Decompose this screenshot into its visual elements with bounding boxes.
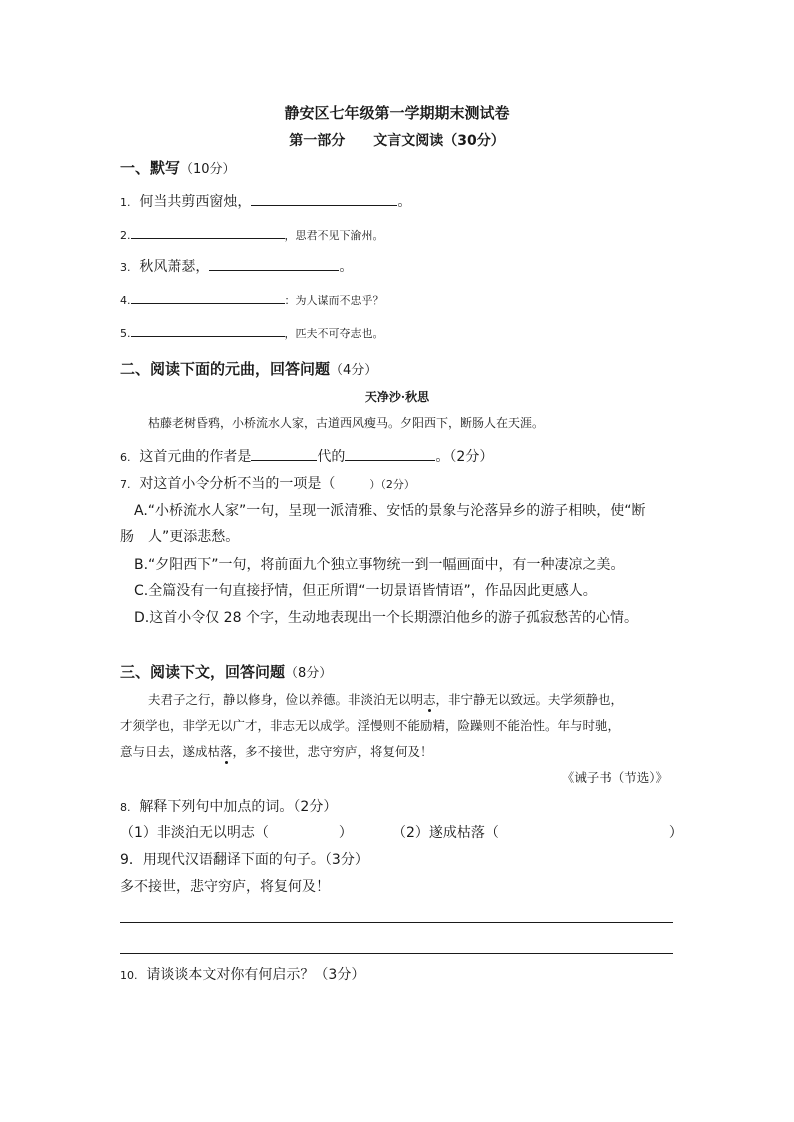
part-number: 第一部分 bbox=[289, 133, 346, 149]
prose-line-2: 才须学也，非学无以广才，非志无以成学。淫慢则不能励精，险躁则不能治性。年与时驰， bbox=[120, 718, 621, 733]
fill-blank[interactable] bbox=[251, 446, 317, 461]
fill-blank[interactable] bbox=[209, 256, 339, 271]
option-b: B.“夕阳西下”一句，将前面九个独立事物统一到一幅画面中，有一种凄凉之美。 bbox=[134, 557, 625, 573]
part-name: 文言文阅读（30分） bbox=[373, 133, 505, 149]
section3-heading: 三、阅读下文，回答问题（8分） bbox=[120, 663, 333, 681]
question-1: 1. 何当共剪西窗烛， 。 bbox=[120, 191, 411, 211]
question-7: 7. 对这首小令分析不当的一项是（ ）（2分） bbox=[120, 476, 415, 492]
q8-item-1: （1）非淡泊无以明志（ bbox=[120, 825, 269, 841]
fill-blank[interactable] bbox=[131, 289, 285, 304]
question-8-items: （1）非淡泊无以明志（ ） bbox=[120, 825, 353, 841]
question-6: 6. 这首元曲的作者是 代的 。（2分） bbox=[120, 446, 493, 466]
question-2: 2. ，思君不见下渝州。 bbox=[120, 224, 384, 243]
prose-line-3: 意与日去，遂成枯落，多不接世，悲守穷庐，将复何及！ bbox=[120, 744, 433, 759]
question-9-sentence: 多不接世，悲守穷庐，将复何及！ bbox=[120, 879, 330, 895]
option-c: C.全篇没有一句直接抒情，但正所谓“一切景语皆情语”，作品因此更感人。 bbox=[134, 583, 597, 599]
question-8: 8. 解释下列句中加点的词。（2分） bbox=[120, 799, 338, 815]
question-8-item-2: （2）遂成枯落（ ） bbox=[392, 825, 683, 841]
question-10: 10. 请谈谈本文对你有何启示？（3分） bbox=[120, 967, 366, 983]
dotted-word: 志 bbox=[423, 692, 436, 707]
option-d: D.这首小令仅 28 个字，生动地表现出一个长期漂泊他乡的游子孤寂愁苦的心情。 bbox=[134, 610, 638, 626]
fill-blank[interactable] bbox=[131, 224, 285, 239]
section1-heading: 一、默写（10分） bbox=[120, 159, 236, 177]
exam-title: 静安区七年级第一学期期末测试卷 bbox=[284, 104, 510, 122]
poem-text: 枯藤老树昏鸦，小桥流水人家，古道西风瘦马。夕阳西下，断肠人在天涯。 bbox=[148, 416, 545, 430]
question-5: 5. ，匹夫不可夺志也。 bbox=[120, 322, 384, 341]
section2-heading: 二、阅读下面的元曲，回答问题（4分） bbox=[120, 360, 378, 378]
question-9: 9．用现代汉语翻译下面的句子。（3分） bbox=[120, 852, 369, 868]
answer-line[interactable] bbox=[120, 922, 673, 923]
q8-item-2: （2）遂成枯落（ bbox=[392, 825, 499, 841]
option-a: A.“小桥流水人家”一句，呈现一派清雅、安恬的景象与沦落异乡的游子相映，使“断 bbox=[134, 503, 646, 519]
question-4: 4. ：为人谋而不忠乎？ bbox=[120, 289, 384, 308]
fill-blank[interactable] bbox=[131, 322, 285, 337]
source-citation: 《诫子书（节选）》 bbox=[561, 770, 668, 785]
answer-line[interactable] bbox=[120, 953, 673, 954]
fill-blank[interactable] bbox=[251, 191, 397, 206]
poem-title: 天净沙·秋思 bbox=[364, 390, 430, 404]
question-3: 3. 秋风萧瑟， 。 bbox=[120, 256, 353, 276]
dotted-word: 落 bbox=[220, 744, 233, 759]
fill-blank[interactable] bbox=[345, 446, 435, 461]
prose-line-1: 夫君子之行，静以修身，俭以养德。非淡泊无以明志，非宁静无以致远。夫学须静也， bbox=[148, 692, 624, 707]
part-heading bbox=[0, 130, 794, 150]
option-a-cont: 肠 人”更添悲愁。 bbox=[120, 529, 240, 545]
